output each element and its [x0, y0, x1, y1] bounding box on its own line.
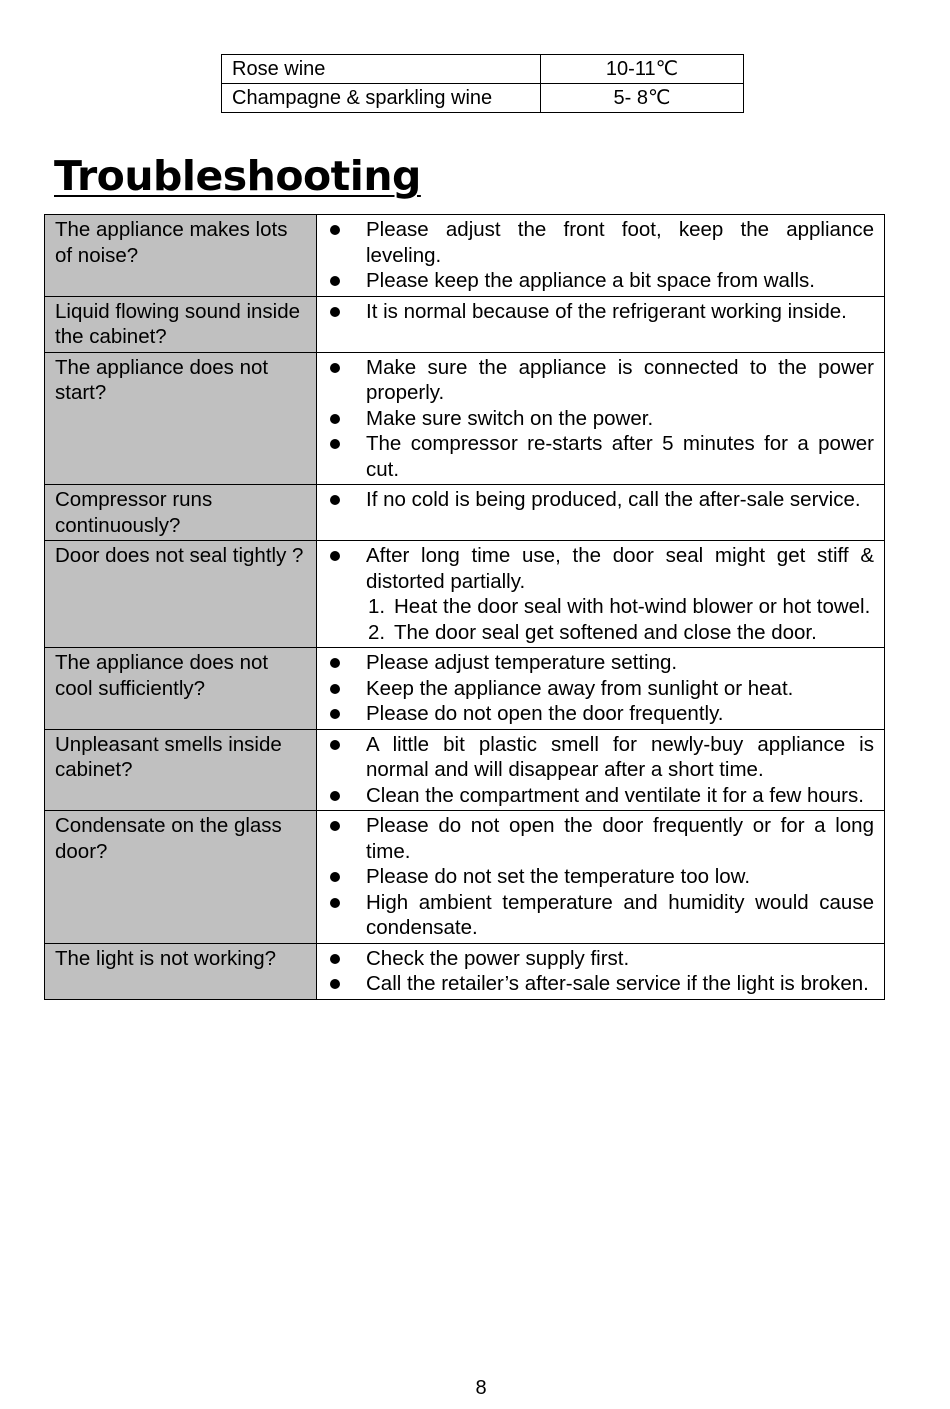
bullet-icon: [330, 872, 340, 882]
list-item: [325, 543, 874, 594]
table-row: [45, 485, 885, 541]
list-item: [325, 732, 874, 783]
wine-name-cell: Champagne & sparkling wine: [222, 84, 541, 113]
bullet-icon: [330, 709, 340, 719]
list-item: [325, 864, 874, 890]
bullet-icon: [330, 898, 340, 908]
table-row: [222, 55, 744, 84]
list-item: [325, 217, 874, 268]
problem-cell: Condensate on the glass door?: [45, 811, 317, 944]
problem-cell: The appliance makes lots of noise?: [45, 215, 317, 297]
bullet-icon: [330, 225, 340, 235]
problem-cell: The appliance does not start?: [45, 352, 317, 485]
problem-cell: The appliance does not cool sufficiently?: [45, 648, 317, 730]
solution-text: Make sure the appliance is connected to the power properly.: [366, 355, 874, 404]
bullet-icon: [330, 740, 340, 750]
solution-list: [325, 946, 874, 997]
solution-list: [325, 487, 874, 513]
bullet-icon: [330, 684, 340, 694]
bullet-icon: [330, 954, 340, 964]
list-item: [325, 676, 874, 702]
list-item: [325, 487, 874, 513]
problem-cell: Unpleasant smells inside cabinet?: [45, 729, 317, 811]
problem-cell: Compressor runs continuously?: [45, 485, 317, 541]
step-number: 2.: [368, 620, 386, 644]
bullet-icon: [330, 363, 340, 373]
solution-text: After long time use, the door seal might get stiff & distorted partially.: [366, 544, 874, 593]
solution-cell: [317, 541, 885, 648]
problem-cell: Door does not seal tightly ?: [45, 541, 317, 648]
solution-list: [325, 650, 874, 727]
table-row: [45, 648, 885, 730]
solution-list: [325, 732, 874, 809]
solution-text: Make sure switch on the power.: [366, 406, 654, 430]
solution-text: Clean the compartment and ventilate it for a few hours.: [366, 783, 864, 807]
solution-cell: [317, 943, 885, 999]
solution-list: [325, 543, 874, 594]
bullet-icon: [330, 979, 340, 989]
solution-text: It is normal because of the refrigerant working inside.: [366, 299, 847, 323]
bullet-icon: [330, 821, 340, 831]
solution-text: Check the power supply first.: [366, 946, 630, 970]
solution-cell: [317, 215, 885, 297]
list-item: [325, 783, 874, 809]
table-row: [45, 215, 885, 297]
solution-cell: [317, 352, 885, 485]
solution-text: Please do not set the temperature too low.: [366, 865, 751, 888]
numbered-step: [325, 620, 874, 646]
problem-cell: Liquid flowing sound inside the cabinet?: [45, 296, 317, 352]
bullet-icon: [330, 414, 340, 424]
solution-text: A little bit plastic smell for newly-buy appliance is normal and will disappear after a short time.: [366, 732, 874, 781]
list-item: [325, 355, 874, 406]
solution-text: Please adjust the front foot, keep the appliance leveling.: [366, 218, 874, 267]
bullet-icon: [330, 551, 340, 561]
bullet-icon: [330, 495, 340, 505]
solution-cell: [317, 729, 885, 811]
list-item: [325, 431, 874, 482]
solution-text: Please do not open the door frequently or for a long time.: [366, 814, 874, 863]
list-item: [325, 650, 874, 676]
table-row: [222, 84, 744, 113]
list-item: [325, 813, 874, 864]
troubleshooting-table: [44, 214, 885, 1000]
solution-text: If no cold is being produced, call the after-sale service.: [366, 488, 861, 511]
numbered-steps: [325, 594, 874, 645]
solution-list: [325, 217, 874, 294]
solution-list: [325, 299, 874, 325]
solution-cell: [317, 648, 885, 730]
solution-text: Keep the appliance away from sunlight or heat.: [366, 676, 794, 700]
list-item: [325, 406, 874, 432]
solution-text: Please keep the appliance a bit space from walls.: [366, 269, 815, 292]
step-text: The door seal get softened and close the door.: [394, 620, 817, 644]
step-text: Heat the door seal with hot-wind blower or hot towel.: [394, 595, 871, 618]
wine-temperature-cell: 5- 8℃: [541, 84, 744, 113]
list-item: [325, 701, 874, 727]
page-title: Troubleshooting: [54, 152, 421, 200]
table-row: [45, 352, 885, 485]
solution-text: Call the retailer’s after-sale service if the light is broken.: [366, 972, 869, 995]
wine-temperature-cell: 10-11℃: [541, 55, 744, 84]
solution-list: [325, 813, 874, 941]
bullet-icon: [330, 307, 340, 317]
list-item: [325, 946, 874, 972]
list-item: [325, 890, 874, 941]
table-row: [45, 296, 885, 352]
solution-text: Please do not open the door frequently.: [366, 702, 724, 725]
table-row: [45, 541, 885, 648]
table-row: [45, 811, 885, 944]
solution-list: [325, 355, 874, 483]
solution-cell: [317, 296, 885, 352]
step-number: 1.: [368, 595, 386, 618]
list-item: [325, 971, 874, 997]
solution-cell: [317, 485, 885, 541]
table-row: [45, 729, 885, 811]
bullet-icon: [330, 276, 340, 286]
solution-text: Please adjust temperature setting.: [366, 651, 678, 674]
solution-text: The compressor re-starts after 5 minutes for a power cut.: [366, 432, 874, 481]
wine-name-cell: Rose wine: [222, 55, 541, 84]
solution-text: High ambient temperature and humidity would cause condensate.: [366, 890, 874, 939]
solution-cell: [317, 811, 885, 944]
bullet-icon: [330, 439, 340, 449]
problem-cell: The light is not working?: [45, 943, 317, 999]
bullet-icon: [330, 791, 340, 801]
page-number: 8: [475, 1377, 487, 1399]
table-row: [45, 943, 885, 999]
wine-temperature-table: [221, 54, 744, 113]
list-item: [325, 268, 874, 294]
numbered-step: [325, 594, 874, 620]
bullet-icon: [330, 658, 340, 668]
list-item: [325, 299, 874, 325]
